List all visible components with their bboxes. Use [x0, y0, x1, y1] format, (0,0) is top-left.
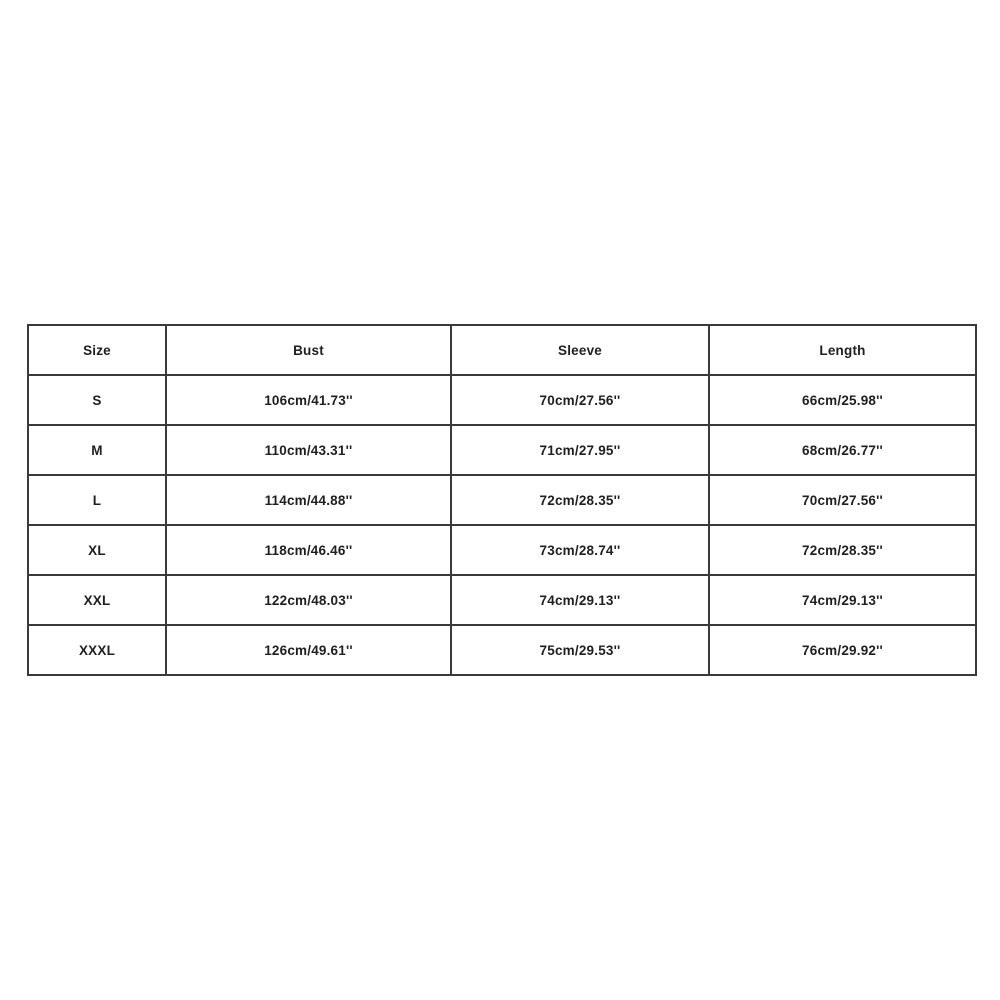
table-row-l: [28, 475, 976, 525]
column-header-length: Length: [709, 325, 976, 375]
cell-bust: 126cm/49.61'': [166, 625, 451, 675]
cell-length: 76cm/29.92'': [709, 625, 976, 675]
cell-sleeve: 74cm/29.13'': [451, 575, 709, 625]
cell-length: 68cm/26.77'': [709, 425, 976, 475]
cell-size: M: [28, 425, 166, 475]
cell-bust: 110cm/43.31'': [166, 425, 451, 475]
cell-sleeve: 73cm/28.74'': [451, 525, 709, 575]
cell-size: S: [28, 375, 166, 425]
cell-length: 72cm/28.35'': [709, 525, 976, 575]
table-row-xxxl: [28, 625, 976, 675]
cell-size: XL: [28, 525, 166, 575]
cell-size: L: [28, 475, 166, 525]
cell-bust: 114cm/44.88'': [166, 475, 451, 525]
column-header-size: Size: [28, 325, 166, 375]
cell-length: 66cm/25.98'': [709, 375, 976, 425]
cell-sleeve: 71cm/27.95'': [451, 425, 709, 475]
cell-size: XXL: [28, 575, 166, 625]
table-header-row: [28, 325, 976, 375]
column-header-bust: Bust: [166, 325, 451, 375]
size-chart-table: [27, 324, 977, 676]
cell-size: XXXL: [28, 625, 166, 675]
table-row-xl: [28, 525, 976, 575]
cell-length: 74cm/29.13'': [709, 575, 976, 625]
cell-sleeve: 75cm/29.53'': [451, 625, 709, 675]
cell-bust: 106cm/41.73'': [166, 375, 451, 425]
table-row-xxl: [28, 575, 976, 625]
cell-length: 70cm/27.56'': [709, 475, 976, 525]
cell-bust: 118cm/46.46'': [166, 525, 451, 575]
cell-bust: 122cm/48.03'': [166, 575, 451, 625]
cell-sleeve: 72cm/28.35'': [451, 475, 709, 525]
column-header-sleeve: Sleeve: [451, 325, 709, 375]
table-row-s: [28, 375, 976, 425]
cell-sleeve: 70cm/27.56'': [451, 375, 709, 425]
table-row-m: [28, 425, 976, 475]
